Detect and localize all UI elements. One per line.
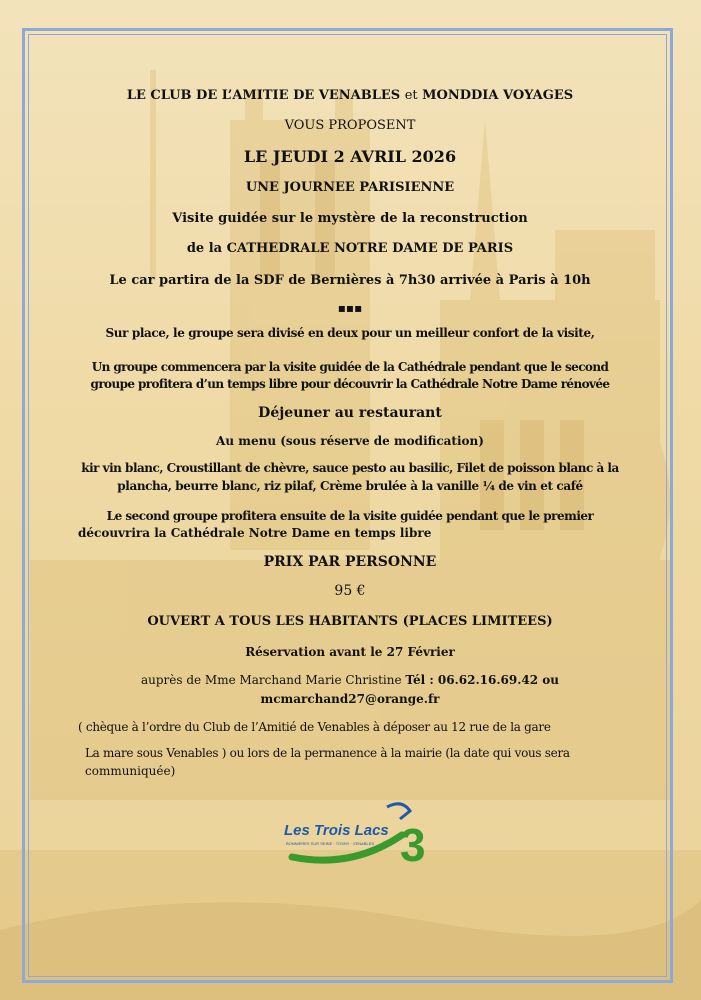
open-to-all: OUVERT A TOUS LES HABITANTS (PLACES LIMITEES) <box>147 614 553 629</box>
contact-name: auprès de Mme Marchand Marie Christine <box>140 673 402 687</box>
transport-line: Le car partira de la SDF de Bernières à 7h30 arrivée à Paris à 10h <box>109 273 591 288</box>
program-paragraph-3-line-2: découvrira la Cathédrale Notre Dame en temps libre <box>78 526 432 540</box>
visit-line-2: de la CATHEDRALE NOTRE DAME DE PARIS <box>186 241 514 256</box>
organizer-club: LE CLUB DE L’AMITIE DE VENABLES <box>126 88 401 103</box>
logo-text: Les Trois Lacs <box>284 822 389 839</box>
les-trois-lacs-logo <box>282 797 432 877</box>
logo-subtitle: BONNIERES SUR SEINE · TOSNY · VENABLES <box>286 841 375 846</box>
cheque-line-3: communiquée) <box>85 764 176 778</box>
logo-graphic <box>282 797 432 877</box>
contact-phone: Tél : 06.62.16.69.42 ou <box>405 673 560 687</box>
reservation-deadline: Réservation avant le 27 Février <box>245 645 455 659</box>
menu-line-2: plancha, beurre blanc, riz pilaf, Crème brulée à la vanille ¼ de vin et café <box>117 479 583 493</box>
organizers-line <box>60 88 640 103</box>
price-label: PRIX PAR PERSONNE <box>263 554 437 570</box>
menu-title: Au menu (sous réserve de modification) <box>216 434 484 448</box>
program-paragraph-2-line-1: Un groupe commencera par la visite guidée de la Cathédrale pendant que le second <box>91 360 609 374</box>
event-title: UNE JOURNEE PARISIENNE <box>245 180 455 195</box>
organizer-agency: MONDDIA VOYAGES <box>422 88 574 103</box>
visit-line-1: Visite guidée sur le mystère de la reconstruction <box>172 211 528 226</box>
program-paragraph-1: Sur place, le groupe sera divisé en deux pour un meilleur confort de la visite, <box>105 326 595 340</box>
organizer-connector: et <box>404 88 418 103</box>
contact-email[interactable]: mcmarchand27@orange.fr <box>260 692 440 706</box>
lunch-title: Déjeuner au restaurant <box>258 405 442 421</box>
program-paragraph-3-line-1: Le second groupe profitera ensuite de la visite guidée pendant que le premier <box>106 509 594 523</box>
cheque-line-1: ( chèque à l’ordre du Club de l’Amitié de Venables à déposer au 12 rue de la gare <box>78 720 551 734</box>
price-amount: 95 € <box>334 583 366 599</box>
propose-line: VOUS PROPOSENT <box>284 118 416 133</box>
logo-digit: 3 <box>400 819 426 871</box>
contact-line <box>60 673 640 687</box>
menu-line-1: kir vin blanc, Croustillant de chèvre, sauce pesto au basilic, Filet de poisson blanc à la <box>81 461 619 475</box>
cheque-line-2: La mare sous Venables ) ou lors de la permanence à la mairie (la date qui vous sera <box>85 746 570 760</box>
event-date: LE JEUDI 2 AVRIL 2026 <box>243 147 457 166</box>
program-paragraph-2-line-2: groupe profitera d’un temps libre pour découvrir la Cathédrale Notre Dame rénovée <box>90 377 610 391</box>
separator: ▪▪▪ <box>337 301 363 315</box>
